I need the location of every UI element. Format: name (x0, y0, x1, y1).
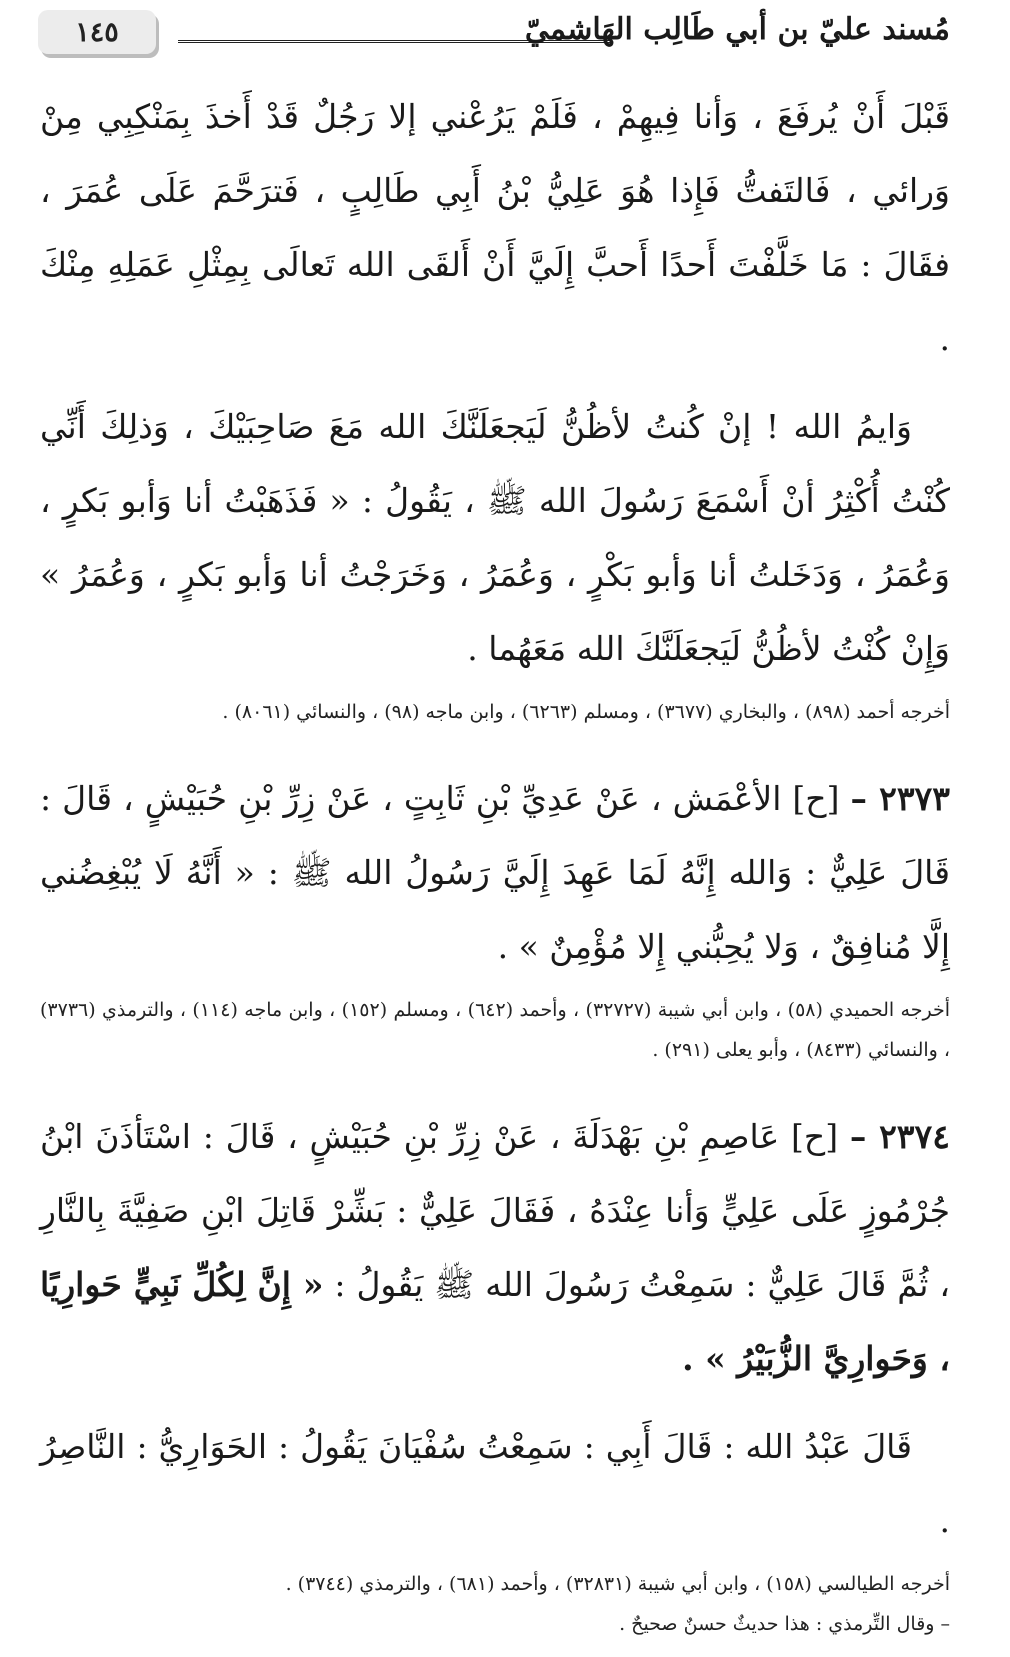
hadith-text: [ح] عَاصِمِ بْنِ بَهْدَلَةَ ، عَنْ زِرِّ بْنِ حُبَيْشٍ ، قَالَ : اسْتَأذَنَ ابْنُ جُرْمُوزٍ عَلَى عَلِيٍّ وَأنا عِنْدَهُ ، فَقَالَ عَلِيٌّ : بَشِّرْ قَاتِلَ ابْنِ صَفِيَّةَ بِالنَّارِ ، ثُمَّ قَالَ عَلِيٌّ : سَمِعْتُ رَسُولَ الله ﷺ يَقُولُ : (40, 1117, 950, 1304)
hadith-text: [ح] الأعْمَش ، عَنْ عَدِيِّ بْنِ ثَابِتٍ ، عَنْ زِرِّ بْنِ حُبَيْشٍ ، قَالَ : قَالَ عَلِيٌّ : وَالله إِنَّهُ لَمَا عَهِدَ إِلَيَّ رَسُولُ الله ﷺ : « أَنَّهُ لَا يُبْغِضُني إِلَّا مُنافِقٌ ، وَلا يُحِبُّني إِلا مُؤْمِنٌ » . (40, 779, 950, 966)
page-number-badge: ١٤٥ (38, 10, 156, 54)
tirmidhi-note: – وقال التِّرمذي : هذا حديثٌ حسنٌ صحيحٌ . (619, 1613, 950, 1635)
paragraph-wa-aymu-allah: وَايمُ الله ! إنْ كُنتُ لأظُنُّ لَيَجعَلَنَّكَ الله مَعَ صَاحِبَيْكَ ، وَذلِكَ أَنِّي كُنْتُ أُكْثِرُ أنْ أَسْمَعَ رَسُولَ الله ﷺ ، يَقُولُ : « فَذَهَبْتُ أنا وَأبو بَكرٍ ، وَعُمَرُ ، وَدَخَلتُ أنا وَأبو بَكْرٍ ، وَعُمَرُ ، وَخَرَجْتُ أنا وَأبو بَكرٍ ، وَعُمَرُ » وَإِنْ كُنْتُ لأظُنُّ لَيَجعَلَنَّكَ الله مَعَهُما . (40, 407, 950, 668)
source-note-3: أخرجه الطيالسي (١٥٨) ، وابن أبي شيبة (٣٢٨٣١) ، وأحمد (٦٨١) ، والترمذي (٣٧٤٤) . (285, 1573, 950, 1595)
page-header (38, 10, 950, 60)
hadith-number: ٢٣٧٣ – (850, 779, 950, 818)
hadith-quote: « إِنَّ لِكُلِّ نَبِيٍّ حَوارِيًا ، وَحَوارِيَّ الزُّبَيْرُ » . (40, 1265, 950, 1378)
running-title: مُسند عليّ بن أبي طَالِب الهَاشميّ (524, 12, 950, 47)
hadith-2374 (40, 1100, 950, 1396)
hadith-2373 (40, 762, 950, 984)
page-body (40, 80, 950, 1644)
source-note-1: أخرجه أحمد (٨٩٨) ، والبخاري (٣٦٧٧) ، ومسلم (٦٢٦٣) ، وابن ماجه (٩٨) ، والنسائي (٨٠٦١) . (222, 701, 950, 723)
source-note-2: أخرجه الحميدي (٥٨) ، وابن أبي شيبة (٣٢٧٢٧) ، وأحمد (٦٤٢) ، ومسلم (١٥٢) ، وابن ماجه (١١٤) ، والترمذي (٣٧٣٦) ، والنسائي (٨٤٣٣) ، وأبو يعلى (٢٩١) . (40, 999, 950, 1061)
hadith-number: ٢٣٧٤ – (849, 1117, 950, 1156)
paragraph-continuation: قَبْلَ أَنْ يُرفَعَ ، وَأنا فِيهِمْ ، فَلَمْ يَرُعْني إلا رَجُلٌ قَدْ أَخذَ بِمَنْكِبِي مِنْ وَرائي ، فَالتَفتُّ فَإِذا هُوَ عَلِيُّ بْنُ أَبِي طَالِبٍ ، فَترَحَّمَ عَلَى عُمَرَ ، فقَالَ : مَا خَلَّفْتَ أَحدًا أَحبَّ إِلَيَّ أَنْ أَلقَى الله تَعالَى بِمِثْلِ عَمَلِهِ مِنْكَ . (40, 97, 950, 358)
paragraph-abdallah: قَالَ عَبْدُ الله : قَالَ أَبِي : سَمِعْتُ سُفْيَانَ يَقُولُ : الحَوَارِيُّ : النَّاصِرُ . (40, 1427, 950, 1540)
